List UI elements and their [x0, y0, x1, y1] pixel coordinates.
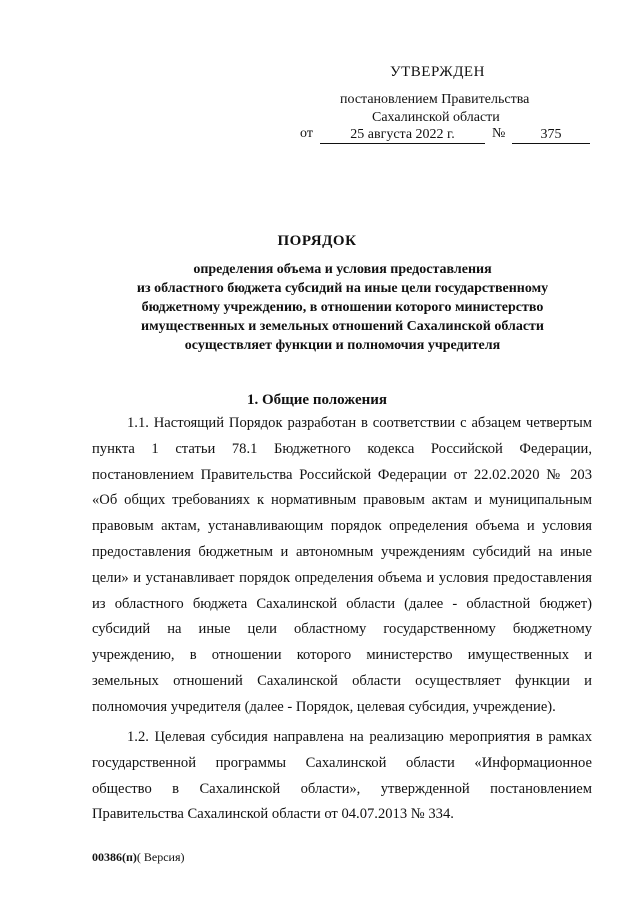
text-line: 1.2. Целевая субсидия направлена на реализацию мероприятия в рамках	[127, 729, 592, 745]
text-line: 1.1. Настоящий Порядок разработан в соответствии с абзацем четвертым	[127, 415, 592, 431]
text-line: Правительства Сахалинской области от 04.07.2013 № 334.	[92, 806, 454, 823]
document-version: ( Версия)	[136, 850, 185, 864]
text-line: «Об общих требованиях к нормативным правовым актам и муниципальным	[92, 492, 592, 509]
subtitle-line: имущественных и земельных отношений Сахалинской области	[141, 319, 544, 334]
text-line: постановлением Правительства Российской Федерации от 22.02.2020 № 203	[92, 466, 592, 483]
subtitle-line: бюджетному учреждению, в отношении которого министерство	[141, 300, 544, 315]
subtitle-line: осуществляет функции и полномочия учредителя	[184, 338, 501, 353]
text-line: земельных отношений Сахалинской области осуществляет функции и	[92, 672, 592, 689]
text-line: полномочия учредителя (далее - Порядок, целевая субсидия, учреждение).	[92, 698, 556, 715]
decree-number: 375	[512, 126, 590, 144]
text-line: предоставления бюджетным и автономным учреждениям субсидий на иные	[92, 543, 592, 560]
document-code-number: 00386(п)	[92, 850, 137, 864]
approval-line-1: постановлением Правительства	[340, 92, 530, 107]
paragraph-1-1	[92, 411, 592, 721]
text-line: учреждению, в отношении которого министерство имущественных и	[92, 647, 592, 664]
approval-title: УТВЕРЖДЕН	[390, 64, 485, 80]
text-line: субсидий на иные цели областному государственному бюджетному	[92, 621, 592, 638]
document-code	[92, 850, 185, 865]
decree-details	[300, 126, 592, 146]
text-line: пункта 1 статьи 78.1 Бюджетного кодекса Российской Федерации,	[92, 440, 592, 457]
section-title: 1. Общие положения	[246, 392, 388, 408]
decree-date: 25 августа 2022 г.	[320, 126, 485, 144]
document-title: ПОРЯДОК	[277, 233, 357, 249]
approval-line-2: Сахалинской области	[372, 110, 500, 125]
document-subtitle	[100, 260, 585, 355]
text-line: государственной программы Сахалинской области «Информационное	[92, 754, 592, 771]
paragraph-1-2	[92, 725, 592, 828]
text-line: из областного бюджета Сахалинской области (далее - областной бюджет)	[92, 595, 592, 612]
from-label: от	[300, 126, 313, 141]
text-line: цели» и устанавливает порядок определения объема и условия предоставления	[92, 569, 592, 586]
subtitle-line: определения объема и условия предоставления	[193, 262, 492, 277]
number-label: №	[492, 126, 506, 141]
text-line: правовым актам, устанавливающим порядок определения объема и условия	[92, 518, 592, 535]
subtitle-line: из областного бюджета субсидий на иные цели государственному	[136, 281, 549, 296]
text-line: общество в Сахалинской области», утвержденной постановлением	[92, 780, 592, 797]
